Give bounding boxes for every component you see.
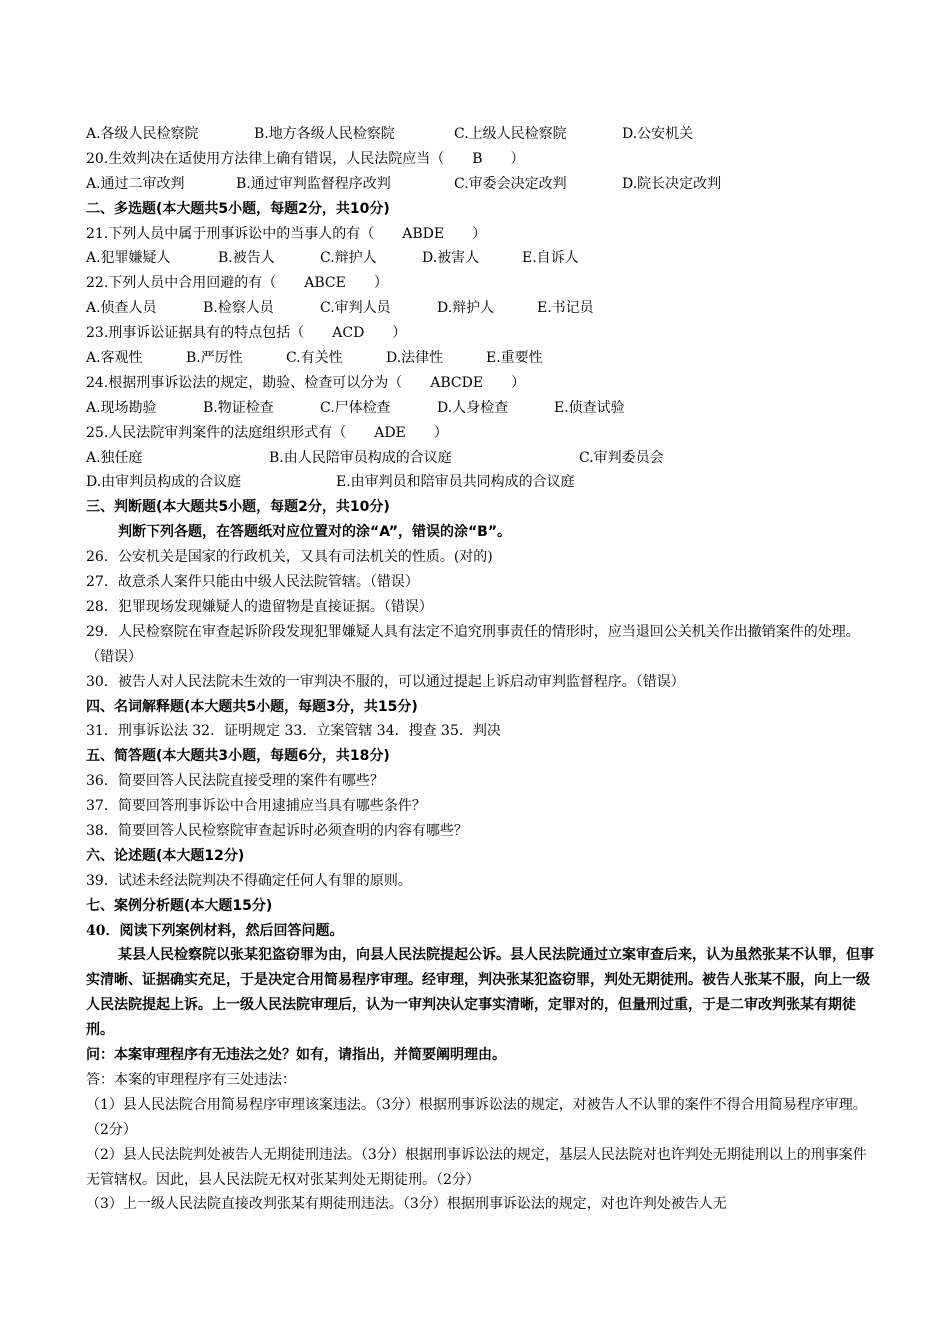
q23-option-d: D.法律性 — [386, 350, 444, 367]
q19-option-d: D.公安机关 — [622, 126, 694, 142]
section-3-title: 三、判断题(本大题共5小题，每题2分，共10分) — [86, 499, 390, 516]
q20-option-b: B.通过审判监督程序改判 — [236, 175, 391, 192]
q21-options — [86, 246, 876, 271]
q21-option-d: D.被害人 — [422, 250, 480, 267]
q40-answer-point-2: （2）县人民法院判处被告人无期徒刑违法。（3分）根据刑事诉讼法的规定，基层人民法院对也许判处无期徒刑以上的刑事案件无管辖权。因此，县人民法院无权对张某判处无期徒刑。（2分） — [86, 1146, 867, 1188]
q40-answer-point-1: （1）县人民法院合用简易程序审理该案违法。（3分）根据刑事诉讼法的规定，对被告人不认罪的案件不得合用简易程序审理。（2分） — [86, 1096, 867, 1138]
q23-option-e: E.重要性 — [486, 350, 543, 367]
q25-stem: 25.人民法院审判案件的法庭组织形式有（ ADE ） — [86, 424, 448, 441]
q31-35-terms: 31．刑事诉讼法 32．证明规定 33．立案管辖 34．搜查 35．判决 — [86, 723, 501, 740]
q22-option-b: B.检察人员 — [203, 300, 274, 317]
q38: 38．简要回答人民检察院审查起诉时必须查明的内容有哪些？ — [86, 822, 468, 839]
q40-answer-point-3: （3）上一级人民法院直接改判张某有期徒刑违法。（3分）根据刑事诉讼法的规定，对也许判处被告人无 — [86, 1196, 727, 1213]
q40-question: 问：本案审理程序有无违法之处？如有，请指出，并简要阐明理由。 — [86, 1047, 506, 1064]
q21-option-a: A.犯罪嫌疑人 — [86, 250, 171, 267]
q40-answer-intro: 答：本案的审理程序有三处违法： — [86, 1071, 296, 1088]
q19-option-b: B.地方各级人民检察院 — [254, 126, 395, 142]
q23-options — [86, 346, 876, 371]
q25-option-c: C.审判委员会 — [579, 449, 664, 466]
q22-option-a: A.侦查人员 — [86, 300, 157, 317]
section-5-title: 五、简答题(本大题共3小题，每题6分，共18分) — [86, 748, 390, 765]
q28: 28．犯罪现场发现嫌疑人的遗留物是直接证据。（错误） — [86, 598, 433, 615]
q40-case-text: 某县人民检察院以张某犯盗窃罪为由，向县人民法院提起公诉。县人民法院通过立案审查后来，认为虽然张某不认罪，但事实清晰、证据确实充足，于是决定合用简易程序审理。经审理，判决张某犯盗窃罪，判处无期徒刑。被告人张某不服，向上一级人民法院提起上诉。上一级人民法院审理后，认为一审判决认定事实清晰，定罪对的，但量刑过重，于是二审改判张某有期徒刑。 — [86, 947, 874, 1039]
q23-option-a: A.客观性 — [86, 350, 143, 367]
q21-stem: 21.下列人员中属于刑事诉讼中的当事人的有（ ABDE ） — [86, 225, 487, 242]
q27: 27．故意杀人案件只能由中级人民法院管辖。（错误） — [86, 574, 419, 591]
q37: 37．简要回答刑事诉讼中合用逮捕应当具有哪些条件？ — [86, 798, 426, 815]
q26: 26．公安机关是国家的行政机关，又具有司法机关的性质。(对的) — [86, 549, 493, 566]
q25-options-row2 — [86, 470, 876, 495]
q29: 29．人民检察院在审查起诉阶段发现犯罪嫌疑人具有法定不追究刑事责任的情形时，应当退回公关机关作出撤销案件的处理。（错误） — [86, 623, 860, 665]
q24-options — [86, 396, 876, 421]
q24-stem: 24.根据刑事诉讼法的规定，勘验、检查可以分为（ ABCDE ） — [86, 374, 526, 391]
q39: 39．试述未经法院判决不得确定任何人有罪的原则。 — [86, 872, 412, 889]
q24-option-d: D.人身检查 — [437, 399, 509, 416]
section-7-title: 七、案例分析题(本大题15分) — [86, 897, 273, 914]
q25-options-row1 — [86, 446, 876, 471]
q22-stem: 22.下列人员中合用回避的有（ ABCE ） — [86, 275, 388, 292]
q21-option-b: B.被告人 — [218, 250, 275, 267]
q22-option-d: D.辩护人 — [437, 300, 495, 317]
exam-document — [86, 122, 876, 1217]
section-4-title: 四、名词解释题(本大题共5小题，每题3分，共15分) — [86, 698, 418, 715]
q25-option-b: B.由人民陪审员构成的合议庭 — [269, 449, 452, 466]
q19-option-a: A.各级人民检察院 — [86, 126, 199, 142]
q20-option-a: A.通过二审改判 — [86, 175, 185, 192]
q22-option-e: E.书记员 — [537, 300, 594, 317]
q19-option-c: C.上级人民检察院 — [454, 126, 567, 142]
q20-option-c: C.审委会决定改判 — [454, 175, 567, 192]
q40-stem: 40．阅读下列案例材料，然后回答问题。 — [86, 922, 344, 939]
section-6-title: 六、论述题(本大题12分) — [86, 847, 245, 864]
q24-option-b: B.物证检查 — [203, 399, 274, 416]
q30: 30．被告人对人民法院未生效的一审判决不服的，可以通过提起上诉启动审判监督程序。（错误） — [86, 673, 685, 690]
q21-option-e: E.自诉人 — [522, 250, 579, 267]
q23-option-b: B.严厉性 — [186, 350, 243, 367]
q22-options — [86, 296, 876, 321]
q20-options — [86, 172, 876, 197]
q23-stem: 23.刑事诉讼证据具有的特点包括（ ACD ） — [86, 325, 407, 342]
q24-option-c: C.尸体检查 — [320, 399, 391, 416]
q22-option-c: C.审判人员 — [320, 300, 391, 317]
q24-option-a: A.现场勘验 — [86, 399, 157, 416]
q25-option-e: E.由审判员和陪审员共同构成的合议庭 — [336, 474, 575, 491]
q25-option-d: D.由审判员构成的合议庭 — [86, 474, 242, 491]
q25-option-a: A.独任庭 — [86, 449, 143, 466]
q21-option-c: C.辩护人 — [320, 250, 377, 267]
section-2-title: 二、多选题(本大题共5小题，每题2分，共10分) — [86, 200, 390, 217]
q36: 36．简要回答人民法院直接受理的案件有哪些？ — [86, 773, 384, 790]
q23-option-c: C.有关性 — [286, 350, 343, 367]
q20-option-d: D.院长决定改判 — [622, 175, 722, 192]
q20-stem: 20.生效判决在适使用方法律上确有错误，人民法院应当（ B ） — [86, 150, 525, 167]
q19-options — [86, 122, 876, 147]
q24-option-e: E.侦查试验 — [554, 399, 625, 416]
section-3-instruction: 判断下列各题，在答题纸对应位置对的涂“A”，错误的涂“B”。 — [118, 524, 512, 541]
